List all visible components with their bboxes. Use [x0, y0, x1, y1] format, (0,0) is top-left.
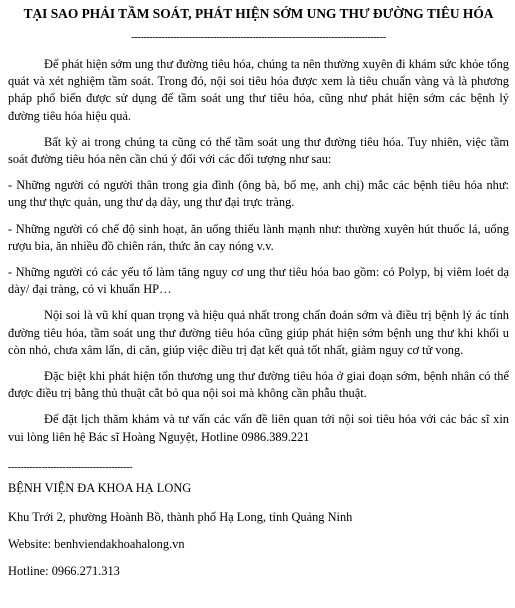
bullet-lifestyle: - Những người có chế độ sinh hoạt, ăn uống thiếu lành mạnh như: thường xuyên hút thuốc lá, uống rượu bia, ăn nhiều đồ chiên rán, thức ăn cay nóng v.v. [8, 221, 509, 253]
paragraph-contact: Để đặt lịch thăm khám và tư vấn các vấn đề liên quan tới nội soi tiêu hóa với các bác sĩ xin vui lòng liên hệ Bác sĩ Hoàng Nguyệt, Hotline 0986.389.221 [8, 412, 509, 444]
hospital-website: Website: benhviendakhoahalong.vn [8, 536, 185, 551]
article-title: TẠI SAO PHẢI TẦM SOÁT, PHÁT HIỆN SỚM UNG THƯ ĐƯỜNG TIÊU HÓA [23, 6, 494, 21]
bullet-risk-factors: - Những người có các yếu tố làm tăng nguy cơ ung thư tiêu hóa bao gồm: có Polyp, bị viêm loét dạ dày/ đại tràng, có vi khuẩn HP… [8, 265, 509, 297]
hospital-address: Khu Trới 2, phường Hoành Bồ, thành phố Hạ Long, tỉnh Quảng Ninh [8, 509, 353, 524]
paragraph-target-groups: Bất kỳ ai trong chúng ta cũng có thể tầm soát ung thư đường tiêu hóa. Tuy nhiên, việc tầm soát đường tiêu hóa nên cần chú ý đối với các đối tượng như sau: [8, 134, 509, 167]
footer-divider: ----------------------------------------- [8, 461, 133, 473]
article-body [8, 56, 509, 446]
bullet-family-history: - Những người có người thân trong gia đình (ông bà, bố mẹ, anh chị) mắc các bệnh tiêu hóa như: ung thư thực quản, ung thư dạ dày, ung thư đại trực tràng. [8, 178, 509, 210]
hospital-info [8, 480, 509, 580]
paragraph-early-detection: Đặc biệt khi phát hiện tổn thương ung thư đường tiêu hóa ở giai đoạn sớm, bệnh nhân có thể được điều trị bằng thủ thuật cắt bỏ qua nội soi mà không cần phẫu thuật. [8, 369, 509, 401]
hospital-hotline: Hotline: 0966.271.313 [8, 563, 120, 578]
paragraph-intro: Để phát hiện sớm ung thư đường tiêu hóa, chúng ta nên thường xuyên đi khám sức khỏe tổng quát và xét nghiệm tầm soát. Trong đó, nội soi tiêu hóa được xem là tiêu chuẩn vàng và là phương pháp phổ biến được sử dụng để tầm soát ung thư tiêu hóa, cũng như phát hiện sớm các bệnh lý đường tiêu hóa hiệu quả. [8, 57, 509, 123]
title-divider: ------------------------------------------------------------------------------------ [131, 32, 386, 43]
hospital-name: BỆNH VIỆN ĐA KHOA HẠ LONG [8, 480, 192, 495]
paragraph-endoscopy: Nội soi là vũ khí quan trọng và hiệu quả nhất trong chẩn đoán sớm và điều trị bệnh lý ác tính đường tiêu hóa, tầm soát ung thư đường tiêu hóa cũng giúp phát hiện sớm bệnh ung thư khi khối u còn nhỏ, chưa xâm lấn, di căn, giúp việc điều trị đạt kết quả tốt nhất, giảm nguy cơ tử vong. [8, 308, 509, 357]
